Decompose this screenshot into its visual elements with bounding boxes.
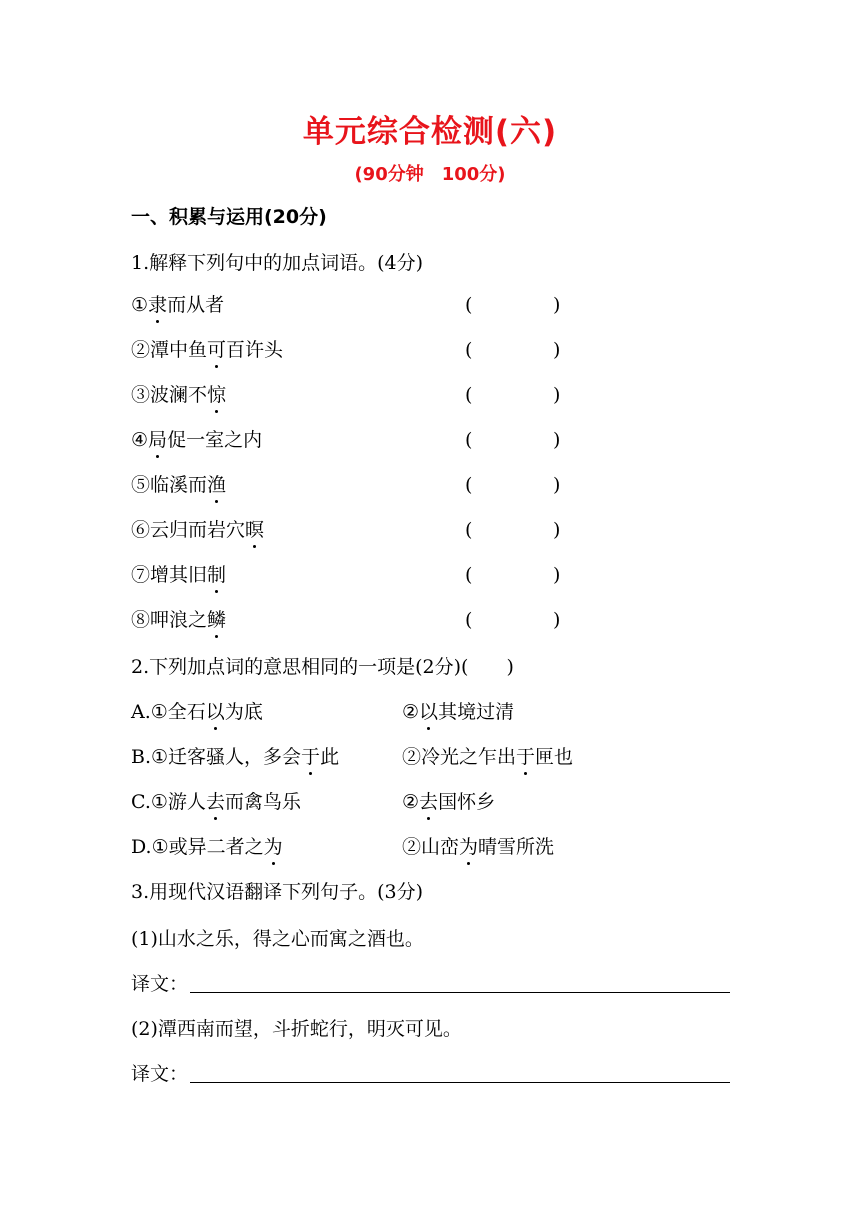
- dotted-word: 为: [263, 836, 283, 858]
- open-paren: (: [465, 474, 473, 496]
- question-1-item: [131, 608, 226, 632]
- close-paren: ): [553, 474, 561, 496]
- option-text: 为底: [224, 701, 263, 723]
- page-title: 单元综合检测(六): [302, 114, 558, 150]
- dotted-word: 隶: [148, 294, 168, 316]
- dotted-word: 去: [419, 791, 439, 813]
- option-text: 而禽鸟乐: [224, 791, 301, 813]
- dotted-word: 于: [301, 746, 321, 768]
- option-sentence-1: [131, 745, 339, 769]
- option-row[interactable]: [0, 835, 860, 859]
- question-3-stem: 3.用现代汉语翻译下列句子。(3分): [131, 881, 424, 903]
- option-text: ②冷光之乍出: [402, 746, 517, 768]
- item-text: ①: [131, 294, 149, 316]
- open-paren: (: [465, 384, 473, 406]
- close-paren: ): [553, 294, 561, 316]
- dotted-word: 为: [459, 836, 479, 858]
- translation-label-2: 译文：: [131, 1063, 189, 1085]
- dotted-word: 制: [207, 564, 227, 586]
- open-paren: (: [465, 339, 473, 361]
- question-1-item: [131, 518, 264, 542]
- question-1-item: [131, 563, 226, 587]
- item-text: 而从者: [167, 294, 225, 316]
- question-1-item: [131, 428, 262, 452]
- option-sentence-1: [131, 700, 263, 724]
- section-heading: 一、积累与运用(20分): [131, 206, 327, 228]
- option-sentence-2: [402, 700, 514, 724]
- item-text: ③波澜不: [131, 384, 208, 406]
- close-paren: ): [553, 339, 561, 361]
- dotted-word: 以: [205, 701, 225, 723]
- option-text: B.①迁客骚人，多会: [131, 746, 302, 768]
- question-1-item: [131, 338, 283, 362]
- option-text: D.①或异二者之: [131, 836, 264, 858]
- item-text: ⑦增其旧: [131, 564, 208, 586]
- open-paren: (: [465, 429, 473, 451]
- option-sentence-1: [131, 790, 301, 814]
- item-text: ②潭中鱼: [131, 339, 208, 361]
- close-paren: ): [553, 519, 561, 541]
- dotted-word: 暝: [245, 519, 265, 541]
- page-subtitle: (90分钟 100分): [354, 164, 506, 185]
- question-3-sentence-1: (1)山水之乐，得之心而寓之酒也。: [131, 928, 424, 950]
- dotted-word: 局: [148, 429, 168, 451]
- item-text: ⑧呷浪之: [131, 609, 208, 631]
- question-1-item: [131, 293, 224, 317]
- answer-line-2[interactable]: [190, 1082, 730, 1083]
- option-text: A.①全石: [131, 701, 206, 723]
- option-row[interactable]: [0, 700, 860, 724]
- question-2-stem: 2.下列加点词的意思相同的一项是(2分)( ): [131, 656, 514, 678]
- translation-label-1: 译文：: [131, 973, 189, 995]
- close-paren: ): [553, 429, 561, 451]
- close-paren: ): [553, 609, 561, 631]
- question-1-item: [131, 383, 226, 407]
- option-text: 晴雪所洗: [478, 836, 555, 858]
- option-row[interactable]: [0, 745, 860, 769]
- item-text: ④: [131, 429, 149, 451]
- question-1-stem: 1.解释下列句中的加点词语。(4分): [131, 252, 424, 274]
- item-text: 促一室之内: [167, 429, 263, 451]
- option-sentence-2: [402, 835, 554, 859]
- open-paren: (: [465, 609, 473, 631]
- option-text: C.①游人: [131, 791, 206, 813]
- item-text: ⑥云归而岩穴: [131, 519, 246, 541]
- option-text: 匣也: [535, 746, 574, 768]
- option-text: ②: [402, 791, 420, 813]
- question-3-sentence-2: (2)潭西南而望，斗折蛇行，明灭可见。: [131, 1018, 462, 1040]
- dotted-word: 去: [205, 791, 225, 813]
- item-text: ⑤临溪而: [131, 474, 208, 496]
- dotted-word: 以: [419, 701, 439, 723]
- close-paren: ): [553, 384, 561, 406]
- dotted-word: 可: [207, 339, 227, 361]
- open-paren: (: [465, 519, 473, 541]
- item-text: 百许头: [226, 339, 284, 361]
- open-paren: (: [465, 564, 473, 586]
- dotted-word: 渔: [207, 474, 227, 496]
- answer-line-1[interactable]: [190, 992, 730, 993]
- option-row[interactable]: [0, 790, 860, 814]
- option-text: 此: [320, 746, 340, 768]
- option-text: ②山峦: [402, 836, 460, 858]
- close-paren: ): [553, 564, 561, 586]
- dotted-word: 鳞: [207, 609, 227, 631]
- option-text: ②: [402, 701, 420, 723]
- dotted-word: 惊: [207, 384, 227, 406]
- option-text: 国怀乡: [438, 791, 496, 813]
- option-sentence-2: [402, 745, 573, 769]
- open-paren: (: [465, 294, 473, 316]
- option-sentence-1: [131, 835, 283, 859]
- option-sentence-2: [402, 790, 495, 814]
- option-text: 其境过清: [438, 701, 515, 723]
- dotted-word: 于: [516, 746, 536, 768]
- question-1-item: [131, 473, 226, 497]
